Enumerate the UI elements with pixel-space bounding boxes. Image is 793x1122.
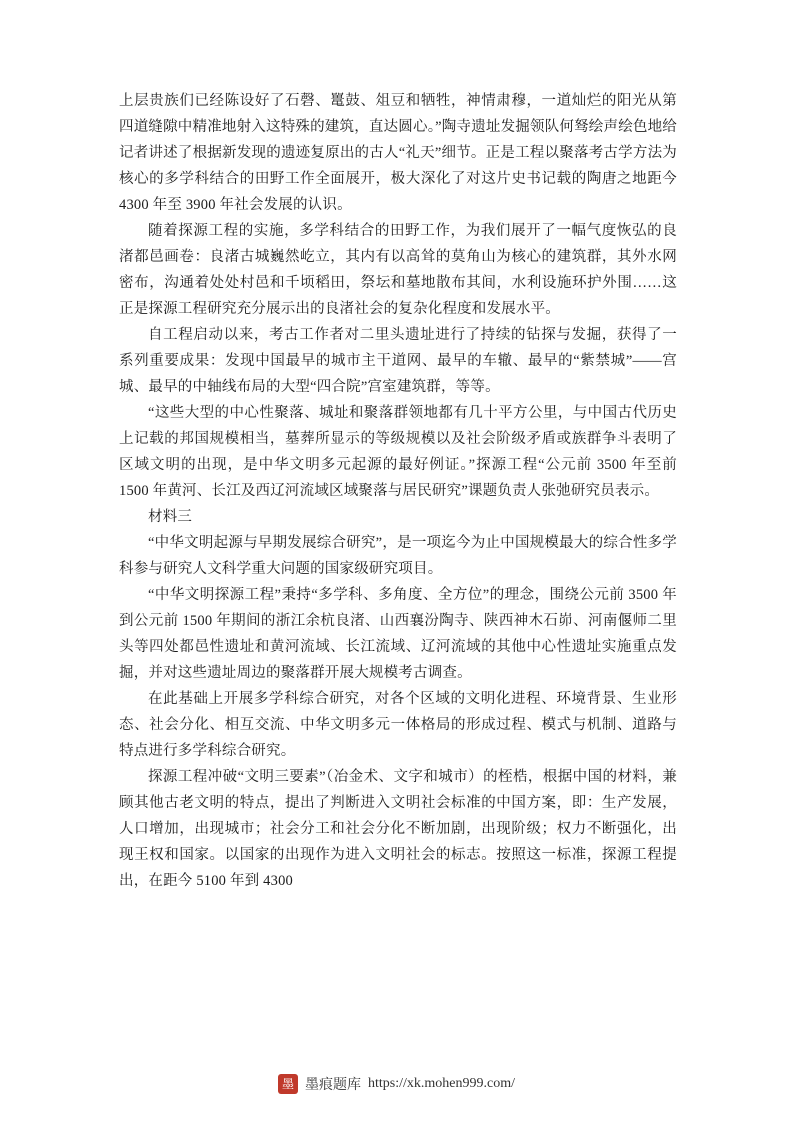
paragraph: 随着探源工程的实施，多学科结合的田野工作，为我们展开了一幅气度恢弘的良渚都邑画卷：良渚古城巍然屹立，其内有以高耸的莫角山为核心的建筑群，其外水网密布，沟通着处处村邑和千顷稻田，祭坛和墓地散布其间，水利设施环护外围……这正是探源工程研究充分展示出的良渚社会的复杂化程度和发展水平。 xyxy=(119,223,677,317)
site-name: 墨痕题库 xyxy=(305,1078,361,1093)
document-body xyxy=(119,88,677,894)
paragraph: “这些大型的中心性聚落、城址和聚落群领地都有几十平方公里，与中国古代历史上记载的邦国规模相当，墓葬所显示的等级规模以及社会阶级矛盾或族群争斗表明了区域文明的出现，是中华文明多元起源的最好例证。”探源工程“公元前 3500 年至前 1500 年黄河、长江及西辽河流域区域聚落与居民研究”课题负责人张弛研究员表示。 xyxy=(119,405,677,499)
paragraph: 上层贵族们已经陈设好了石磬、鼍鼓、俎豆和牺牲，神情肃穆，一道灿烂的阳光从第四道缝隙中精准地射入这特殊的建筑，直达圆心。”陶寺遗址发掘领队何驽绘声绘色地给记者讲述了根据新发现的遗迹复原出的古人“礼天”细节。正是工程以聚落考古学方法为核心的多学科结合的田野工作全面展开，极大深化了对这片史书记载的陶唐之地距今 4300 年至 3900 年社会发展的认识。 xyxy=(119,93,677,213)
paragraph: “中华文明探源工程”秉持“多学科、多角度、全方位”的理念，围绕公元前 3500 年到公元前 1500 年期间的浙江余杭良渚、山西襄汾陶寺、陕西神木石峁、河南偃师二里头等四处都邑性遗址和黄河流域、长江流域、辽河流域的其他中心性遗址实施重点发掘，并对这些遗址周边的聚落群开展大规模考古调查。 xyxy=(119,587,677,681)
site-seal-icon: 墨 xyxy=(278,1074,298,1094)
paragraph: 探源工程冲破“文明三要素”（冶金术、文字和城市）的桎梏，根据中国的材料，兼顾其他古老文明的特点，提出了判断进入文明社会标准的中国方案，即：生产发展，人口增加，出现城市；社会分工和社会分化不断加剧，出现阶级；权力不断强化，出现王权和国家。以国家的出现作为进入文明社会的标志。按照这一标准，探源工程提出，在距今 5100 年到 4300 xyxy=(119,769,677,889)
site-url-link[interactable]: https://xk.mohen999.com/ xyxy=(368,1076,515,1091)
paragraph: 自工程启动以来，考古工作者对二里头遗址进行了持续的钻探与发掘，获得了一系列重要成果：发现中国最早的城市主干道网、最早的车辙、最早的“紫禁城”——宫城、最早的中轴线布局的大型“四合院”宫室建筑群，等等。 xyxy=(119,327,677,395)
footer xyxy=(0,1074,793,1094)
material-heading: 材料三 xyxy=(148,509,193,525)
paragraph: “中华文明起源与早期发展综合研究”，是一项迄今为止中国规模最大的综合性多学科参与研究人文科学重大问题的国家级研究项目。 xyxy=(119,535,677,577)
paragraph: 在此基础上开展多学科综合研究，对各个区域的文明化进程、环境背景、生业形态、社会分化、相互交流、中华文明多元一体格局的形成过程、模式与机制、道路与特点进行多学科综合研究。 xyxy=(119,691,677,759)
